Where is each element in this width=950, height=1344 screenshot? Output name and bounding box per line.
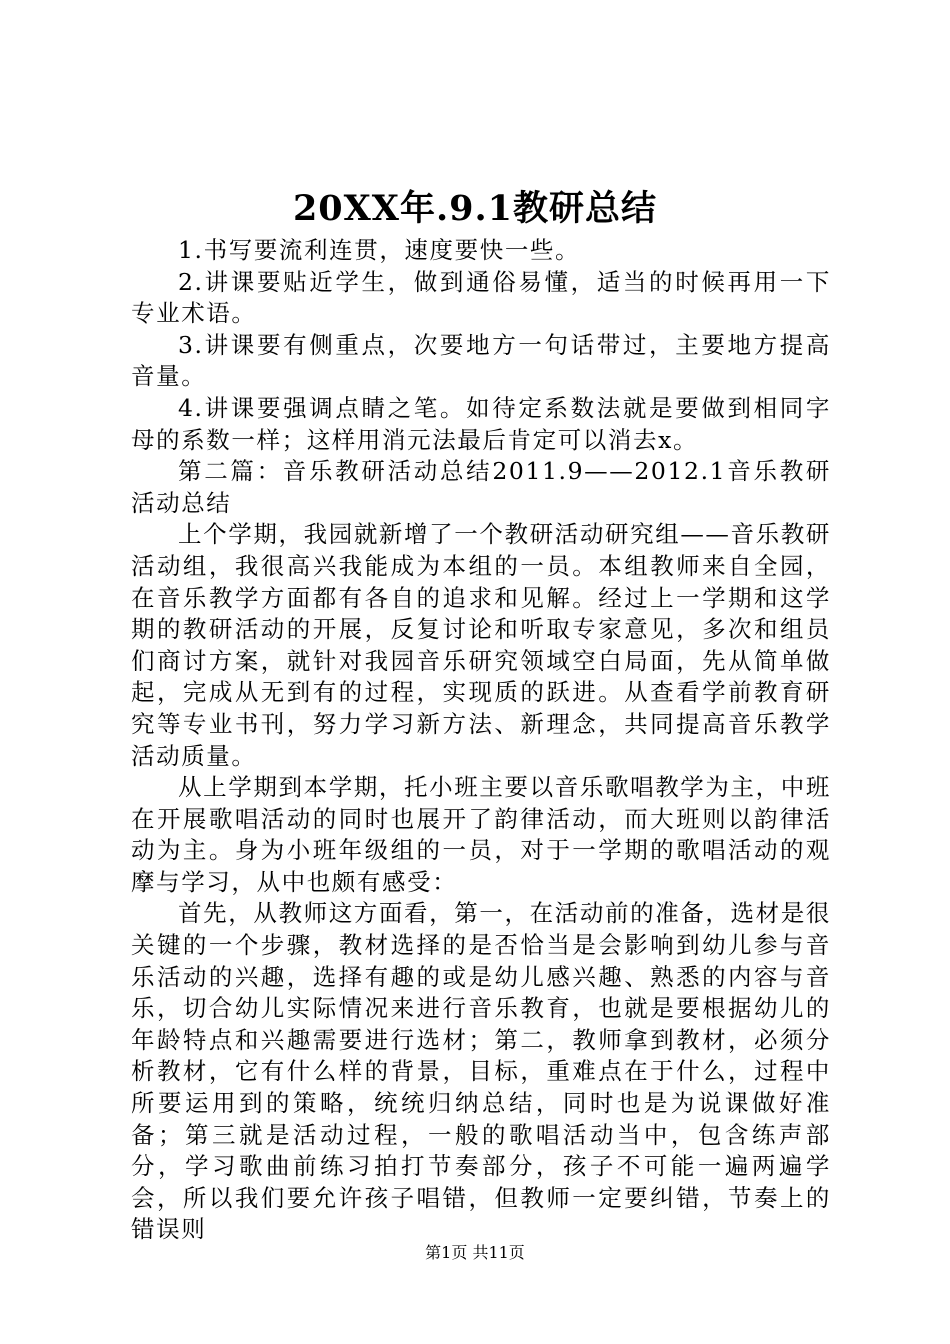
paragraph-4: 4.讲课要强调点睛之笔。如待定系数法就是要做到相同字母的系数一样；这样用消元法最后肯定可以消去x。 — [131, 393, 831, 454]
page-number-footer: 第1页 共11页 — [425, 1243, 525, 1262]
paragraph-3: 3.讲课要有侧重点，次要地方一句话带过，主要地方提高音量。 — [131, 330, 831, 391]
paragraph-1: 1.书写要流利连贯，速度要快一些。 — [178, 236, 581, 264]
document-body — [131, 235, 831, 1246]
document-title: 20XX年.9.1教研总结 — [292, 188, 658, 229]
paragraph-8: 首先，从教师这方面看，第一，在活动前的准备，选材是很关键的一个步骤，教材选择的是否恰当是会影响到幼儿参与音乐活动的兴趣，选择有趣的或是幼儿感兴趣、熟悉的内容与音乐，切合幼儿实际情况来进行音乐教育，也就是要根据幼儿的年龄特点和兴趣需要进行选材；第二，教师拿到教材，必须分析教材，它有什么样的背景，目标，重难点在于什么，过程中所要运用到的策略，统统归纳总结，同时也是为说课做好准备；第三就是活动过程，一般的歌唱活动当中，包含练声部分，学习歌曲前练习拍打节奏部分，孩子不可能一遍两遍学会，所以我们要允许孩子唱错，但教师一定要纠错，节奏上的错误则 — [131, 899, 831, 1244]
section-heading-paragraph: 第二篇：音乐教研活动总结2011.9——2012.1音乐教研活动总结 — [131, 457, 831, 517]
paragraph-7: 从上学期到本学期，托小班主要以音乐歌唱教学为主，中班在开展歌唱活动的同时也展开了韵律活动，而大班则以韵律活动为主。身为小班年级组的一员，对于一学期的歌唱活动的观摩与学习，从中也颇有感受： — [131, 773, 831, 896]
paragraph-6: 上个学期，我园就新增了一个教研活动研究组——音乐教研活动组，我很高兴我能成为本组的一员。本组教师来自全园，在音乐教学方面都有各自的追求和见解。经过上一学期和这学期的教研活动的开展，反复讨论和听取专家意见，多次和组员们商讨方案，就针对我园音乐研究领域空白局面，先从简单做起，完成从无到有的过程，实现质的跃进。从查看学前教育研究等专业书刊，努力学习新方法、新理念，共同提高音乐教学活动质量。 — [131, 520, 831, 770]
paragraph-2: 2.讲课要贴近学生，做到通俗易懂，适当的时候再用一下专业术语。 — [131, 267, 831, 328]
